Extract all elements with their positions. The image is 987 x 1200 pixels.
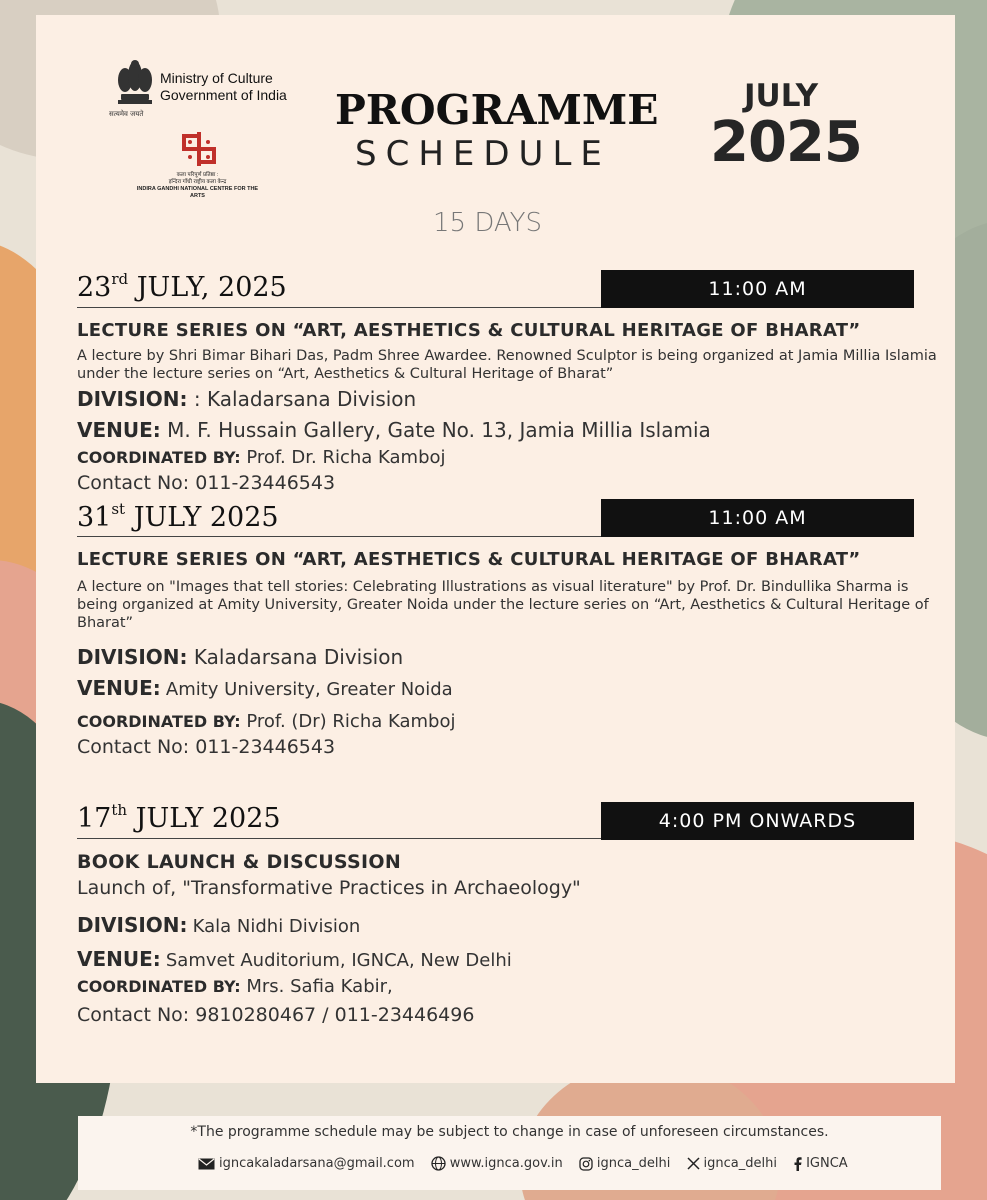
event-description: A lecture by Shri Bimar Bihari Das, Padm Shree Awardee. Renowned Sculptor is being organized at Jamia Millia Islamia under the lecture series on “Art, Aesthetics & Cultural Heritage of Bharat” (77, 348, 937, 382)
website-text: www.ignca.gov.in (449, 1156, 563, 1171)
national-emblem-icon (113, 56, 157, 112)
date-day: 31 (77, 502, 112, 533)
date-suffix: rd (111, 270, 129, 288)
date-suffix: th (111, 801, 128, 819)
ignca-logo-icon (178, 130, 220, 168)
event-description: Launch of, "Transformative Practices in Archaeology" (77, 877, 581, 899)
coordinated-value: Mrs. Safia Kabir, (246, 976, 393, 997)
division-value: Kaladarsana Division (193, 645, 404, 669)
coordinated-row (77, 711, 455, 732)
ministry-line2: Government of India (160, 87, 287, 103)
venue-row (77, 418, 711, 442)
coordinated-row (77, 976, 393, 997)
event-description: A lecture on "Images that tell stories: Celebrating Illustrations as visual literature" by Prof. Dr. Bindullika Sharma is being organized at Amity University, Greater Noida under the lecture series on “Art, Aesthetics & Cultural Heritage of Bharat” (77, 579, 929, 631)
event-date (77, 502, 279, 533)
date-day: 17 (77, 803, 112, 834)
footer (78, 1116, 941, 1190)
date-day: 23 (77, 272, 112, 303)
ministry-line1: Ministry of Culture (160, 70, 273, 86)
coordinated-label: COORDINATED BY: (77, 712, 241, 731)
year-label: 2025 (710, 110, 862, 175)
event-time: 11:00 AM (601, 270, 914, 308)
venue-label: VENUE: (77, 418, 161, 442)
venue-value: M. F. Hussain Gallery, Gate No. 13, Jamia Millia Islamia (167, 418, 711, 442)
x-link[interactable] (687, 1156, 782, 1171)
contact-row: Contact No: 011-23446543 (77, 736, 336, 758)
venue-value: Samvet Auditorium, IGNCA, New Delhi (165, 950, 512, 971)
instagram-link[interactable] (579, 1156, 675, 1171)
month-label: JULY (744, 78, 819, 114)
date-underline (77, 838, 602, 839)
division-row (77, 645, 403, 669)
date-rest: JULY 2025 (135, 803, 281, 834)
event-date (77, 272, 287, 303)
facebook-link[interactable] (793, 1156, 848, 1171)
venue-label: VENUE: (77, 947, 161, 971)
division-label: DIVISION: (77, 387, 188, 411)
event-heading: LECTURE SERIES ON “ART, AESTHETICS & CULTURAL HERITAGE OF BHARAT” (77, 549, 861, 570)
coordinated-label: COORDINATED BY: (77, 448, 241, 467)
mail-icon (198, 1158, 215, 1170)
division-row (77, 387, 416, 411)
venue-row (77, 947, 512, 971)
globe-icon (431, 1156, 446, 1171)
division-label: DIVISION: (77, 645, 188, 669)
contact-row: Contact No: 011-23446543 (77, 472, 336, 494)
venue-row (77, 676, 453, 700)
x-text: ignca_delhi (703, 1156, 777, 1171)
division-value: : Kaladarsana Division (193, 387, 417, 411)
date-underline (77, 536, 602, 537)
email-text: igncakaladarsana@gmail.com (219, 1156, 415, 1171)
ignca-hindi-line1: कला परिपूर्ण प्रतिष्ठा : (176, 172, 219, 178)
instagram-icon (579, 1157, 593, 1171)
coordinated-value: Prof. (Dr) Richa Kamboj (246, 711, 456, 732)
date-underline (77, 307, 602, 308)
coordinated-label: COORDINATED BY: (77, 977, 241, 996)
ignca-english-name: INDIRA GANDHI NATIONAL CENTRE FOR THE ARTS (136, 186, 259, 199)
division-row (77, 913, 360, 937)
duration-label: 15 DAYS (433, 208, 543, 238)
date-rest: JULY, 2025 (136, 272, 287, 303)
coordinated-row (77, 447, 446, 468)
date-suffix: st (111, 500, 126, 518)
event-time: 4:00 PM ONWARDS (601, 802, 914, 840)
venue-label: VENUE: (77, 676, 161, 700)
facebook-icon (793, 1157, 802, 1171)
coordinated-value: Prof. Dr. Richa Kamboj (246, 447, 446, 468)
facebook-text: IGNCA (806, 1156, 848, 1171)
division-label: DIVISION: (77, 913, 188, 937)
disclaimer-note: *The programme schedule may be subject to change in case of unforeseen circumstances. (190, 1124, 829, 1140)
date-rest: JULY 2025 (133, 502, 279, 533)
ministry-text (160, 70, 287, 104)
emblem-motto: सत्यमेव जयते (109, 110, 144, 118)
venue-value: Amity University, Greater Noida (165, 679, 453, 700)
ignca-text (135, 172, 260, 200)
division-value: Kala Nidhi Division (192, 916, 361, 937)
website-link[interactable] (431, 1156, 567, 1171)
title-programme: PROGRAMME (335, 86, 659, 134)
instagram-text: ignca_delhi (596, 1156, 671, 1171)
event-time: 11:00 AM (601, 499, 914, 537)
contact-row: Contact No: 9810280467 / 011-23446496 (77, 1004, 475, 1026)
email-link[interactable] (198, 1156, 419, 1171)
ignca-hindi-line2: इन्दिरा गाँधी राष्ट्रीय कला केन्द्र (168, 179, 227, 185)
event-date (77, 803, 281, 834)
title-schedule: SCHEDULE (355, 134, 611, 174)
event-heading: BOOK LAUNCH & DISCUSSION (77, 851, 402, 873)
x-icon (687, 1157, 700, 1170)
event-heading: LECTURE SERIES ON “ART, AESTHETICS & CULTURAL HERITAGE OF BHARAT” (77, 320, 861, 341)
contact-links (198, 1156, 860, 1171)
